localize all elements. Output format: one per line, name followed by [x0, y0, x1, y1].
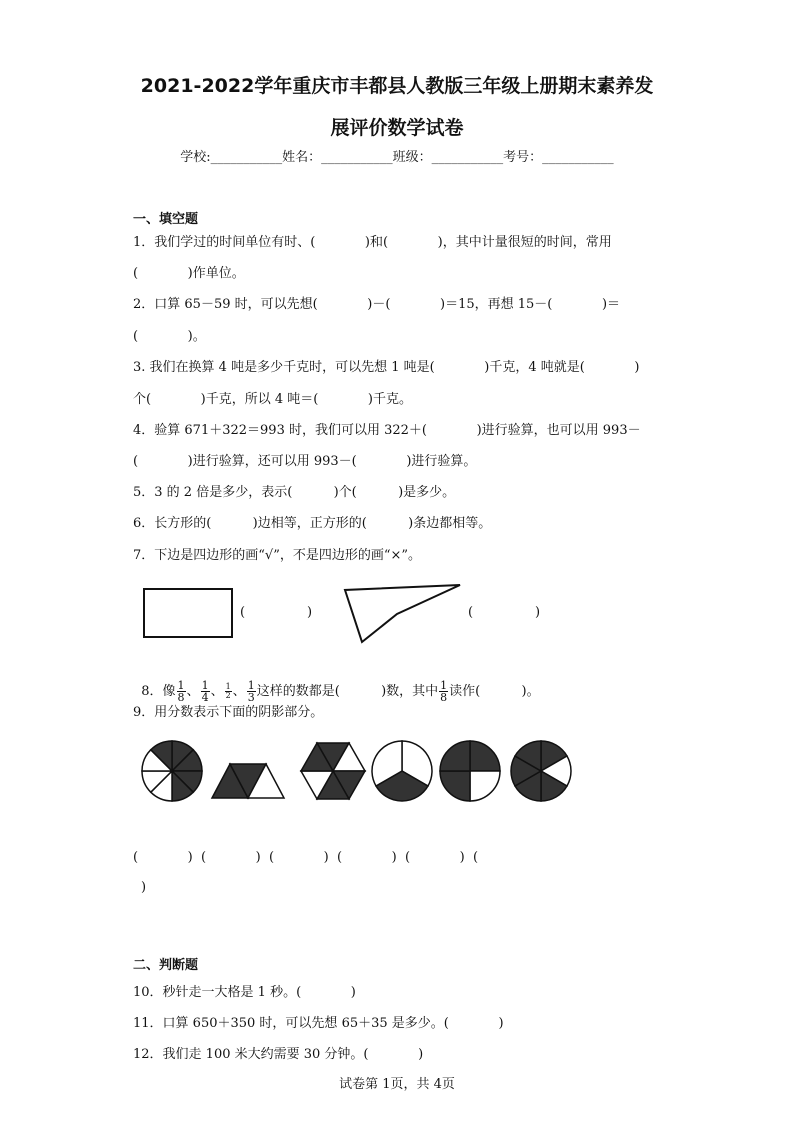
question-2-line1: 2．口算 65－59 时，可以先想( )－( )＝15，再想 15－( )＝	[133, 297, 621, 312]
concave-quadrilateral-figure	[340, 582, 465, 647]
fraction-one-eighth-read: $\frac{1}{8}$	[440, 679, 448, 704]
question-2-line2: ( )。	[133, 329, 206, 344]
question-11: 11．口算 650＋350 时，可以先想 65＋35 是多少。( )	[133, 1016, 504, 1031]
question-8-suffix: 读作( )。	[449, 684, 540, 699]
question-3-line2: 个( )千克，所以 4 吨＝( )千克。	[133, 392, 412, 407]
shaded-hexagon-figure	[297, 738, 369, 804]
question-9-blanks-line1: ( ) ( ) ( ) ( ) ( ) (	[133, 850, 479, 865]
question-8: 8．像 $\frac{1}{8}$ 、 $\frac{1}{4}$ 、 $\frac{1}{2}$ 、 $\frac{1}{3}$ 这样的数都是( )数，其中 $\frac{1}{8}$ 读作( )。	[141, 679, 540, 704]
shaded-circle-thirds-figure	[369, 738, 435, 804]
section-judgment-title: 二、判断题	[133, 958, 199, 973]
question-7-blank-2: ( )	[468, 605, 541, 620]
question-9: 9．用分数表示下面的阴影部分。	[133, 705, 324, 720]
question-7-blank-1: ( )	[240, 605, 313, 620]
shaded-circle-eighths-figure	[139, 738, 205, 804]
question-1-line1: 1．我们学过的时间单位有时、( )和( )，其中计量很短的时间，常用	[133, 235, 612, 250]
shaded-trapezoid-figure	[208, 760, 294, 802]
question-3-line1: 3. 我们在换算 4 吨是多少千克时，可以先想 1 吨是( )千克，4 吨就是( )	[133, 360, 640, 375]
shaded-circle-quarters-figure	[437, 738, 503, 804]
question-1-line2: ( )作单位。	[133, 266, 245, 281]
question-6: 6．长方形的( )边相等，正方形的( )条边都相等。	[133, 516, 492, 531]
fraction-one-quarter: $\frac{1}{4}$	[201, 679, 209, 704]
fraction-one-eighth: $\frac{1}{8}$	[177, 679, 185, 704]
question-4-line2: ( )进行验算，还可以用 993－( )进行验算。	[133, 454, 477, 469]
question-4-line1: 4．验算 671＋322＝993 时，我们可以用 322＋( )进行验算，也可以用 993－	[133, 423, 641, 438]
question-10: 10．秒针走一大格是 1 秒。( )	[133, 985, 356, 1000]
fraction-one-half: $\frac{1}{2}$	[225, 682, 231, 700]
question-12: 12．我们走 100 米大约需要 30 分钟。( )	[133, 1047, 424, 1062]
exam-title-line1: 2021-2022学年重庆市丰都县人教版三年级上册期末素养发	[140, 75, 654, 97]
question-7: 7．下边是四边形的画“√”，不是四边形的画“×”。	[133, 548, 422, 563]
shaded-circle-sixths-figure	[508, 738, 574, 804]
question-5: 5．3 的 2 倍是多少，表示( )个( )是多少。	[133, 485, 456, 500]
question-8-middle: 这样的数都是( )数，其中	[256, 684, 439, 699]
student-info-line: 学校:___________姓名：___________班级：___________考号：___________	[180, 150, 614, 165]
question-9-blanks-line2: )	[141, 880, 147, 895]
question-8-prefix: 8．像	[141, 684, 176, 699]
fraction-one-third: $\frac{1}{3}$	[247, 679, 255, 704]
rectangle-figure	[140, 585, 236, 641]
page-footer: 试卷第 1页，共 4页	[339, 1077, 455, 1092]
section-fill-in-title: 一、填空题	[133, 212, 199, 227]
exam-title-line2: 展评价数学试卷	[330, 117, 464, 139]
